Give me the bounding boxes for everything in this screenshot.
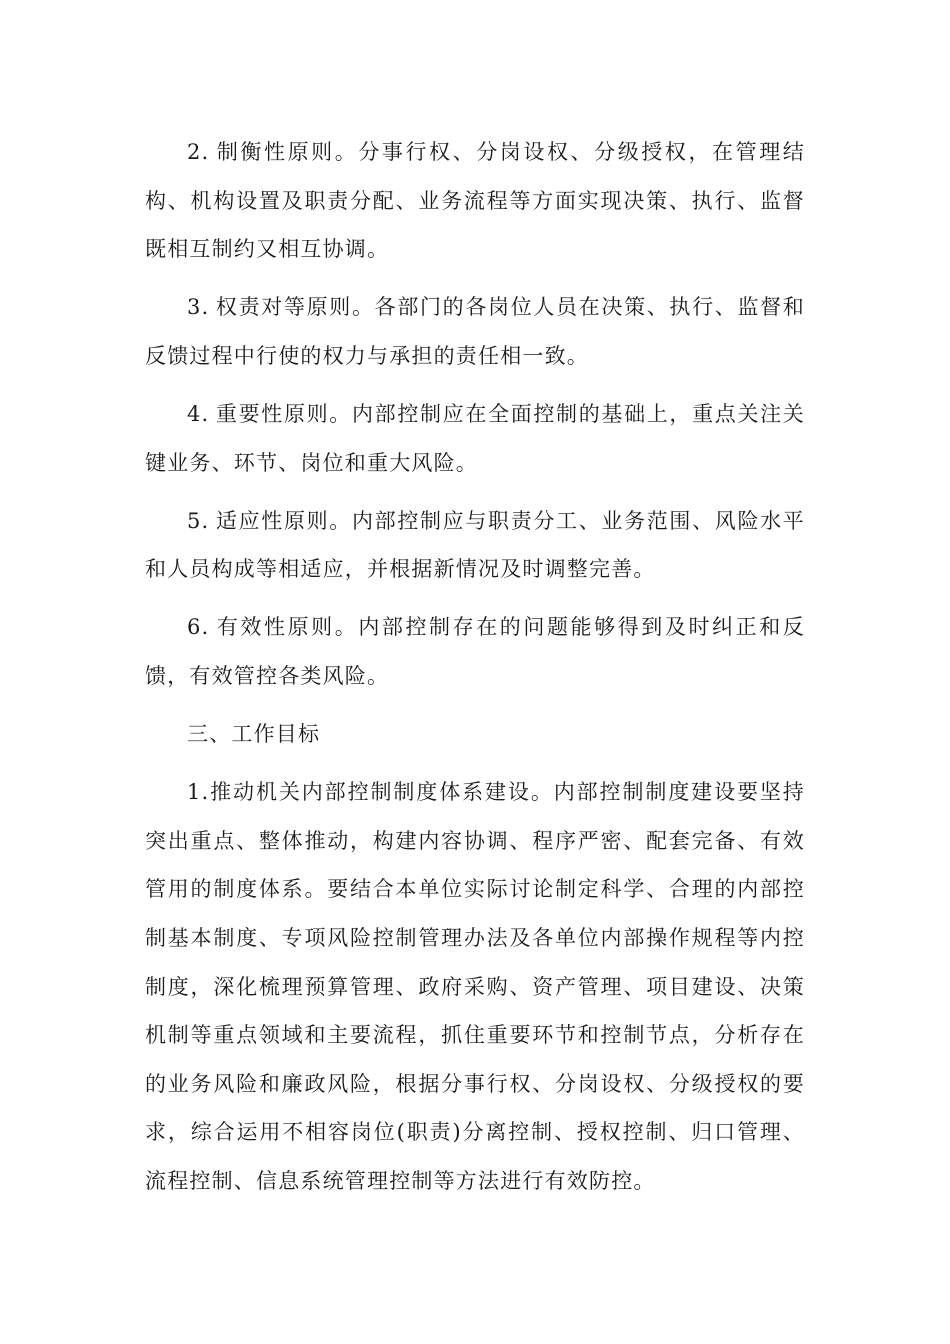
paragraph-number: 6. xyxy=(187,615,210,640)
paragraph-number: 4. xyxy=(187,401,210,426)
document-body xyxy=(145,128,805,1215)
paragraph-number: 3. xyxy=(187,295,210,320)
principle-paragraph-2 xyxy=(145,128,805,274)
paragraph-text: 权责对等原则。各部门的各岗位人员在决策、执行、监督和反馈过程中行使的权力与承担的责任相一致。 xyxy=(145,295,805,368)
principle-paragraph-6 xyxy=(145,603,805,700)
paragraph-text: 制衡性原则。分事行权、分岗设权、分级授权，在管理结构、机构设置及职责分配、业务流程等方面实现决策、执行、监督既相互制约又相互协调。 xyxy=(145,140,805,262)
principle-paragraph-5 xyxy=(145,497,805,594)
paragraph-number: 5. xyxy=(187,508,210,533)
principle-paragraph-3 xyxy=(145,283,805,380)
section-heading: 三、工作目标 xyxy=(187,722,321,747)
paragraph-text: 有效性原则。内部控制存在的问题能够得到及时纠正和反馈，有效管控各类风险。 xyxy=(145,615,805,688)
paragraph-number: 2. xyxy=(187,140,210,164)
principle-paragraph-4 xyxy=(145,390,805,487)
paragraph-text: 适应性原则。内部控制应与职责分工、业务范围、风险水平和人员构成等相适应，并根据新情况及时调整完善。 xyxy=(145,508,805,582)
section-paragraph: 1.推动机关内部控制制度体系建设。内部控制制度建设要坚持突出重点、整体推动，构建内容协调、程序严密、配套完备、有效管用的制度体系。要结合本单位实际讨论制定科学、合理的内部控制基本制度、专项风险控制管理办法及各单位内部操作规程等内控制度，深化梳理预算管理、政府采购、资产管理、项目建设、决策机制等重点领域和主要流程，抓住重要环节和控制节点，分析存在的业务风险和廉政风险，根据分事行权、分岗设权、分级授权的要求，综合运用不相容岗位(职责)分离控制、授权控制、归口管理、流程控制、信息系统管理控制等方法进行有效防控。 xyxy=(145,780,805,1193)
paragraph-text: 重要性原则。内部控制应在全面控制的基础上，重点关注关键业务、环节、岗位和重大风险。 xyxy=(145,401,805,475)
